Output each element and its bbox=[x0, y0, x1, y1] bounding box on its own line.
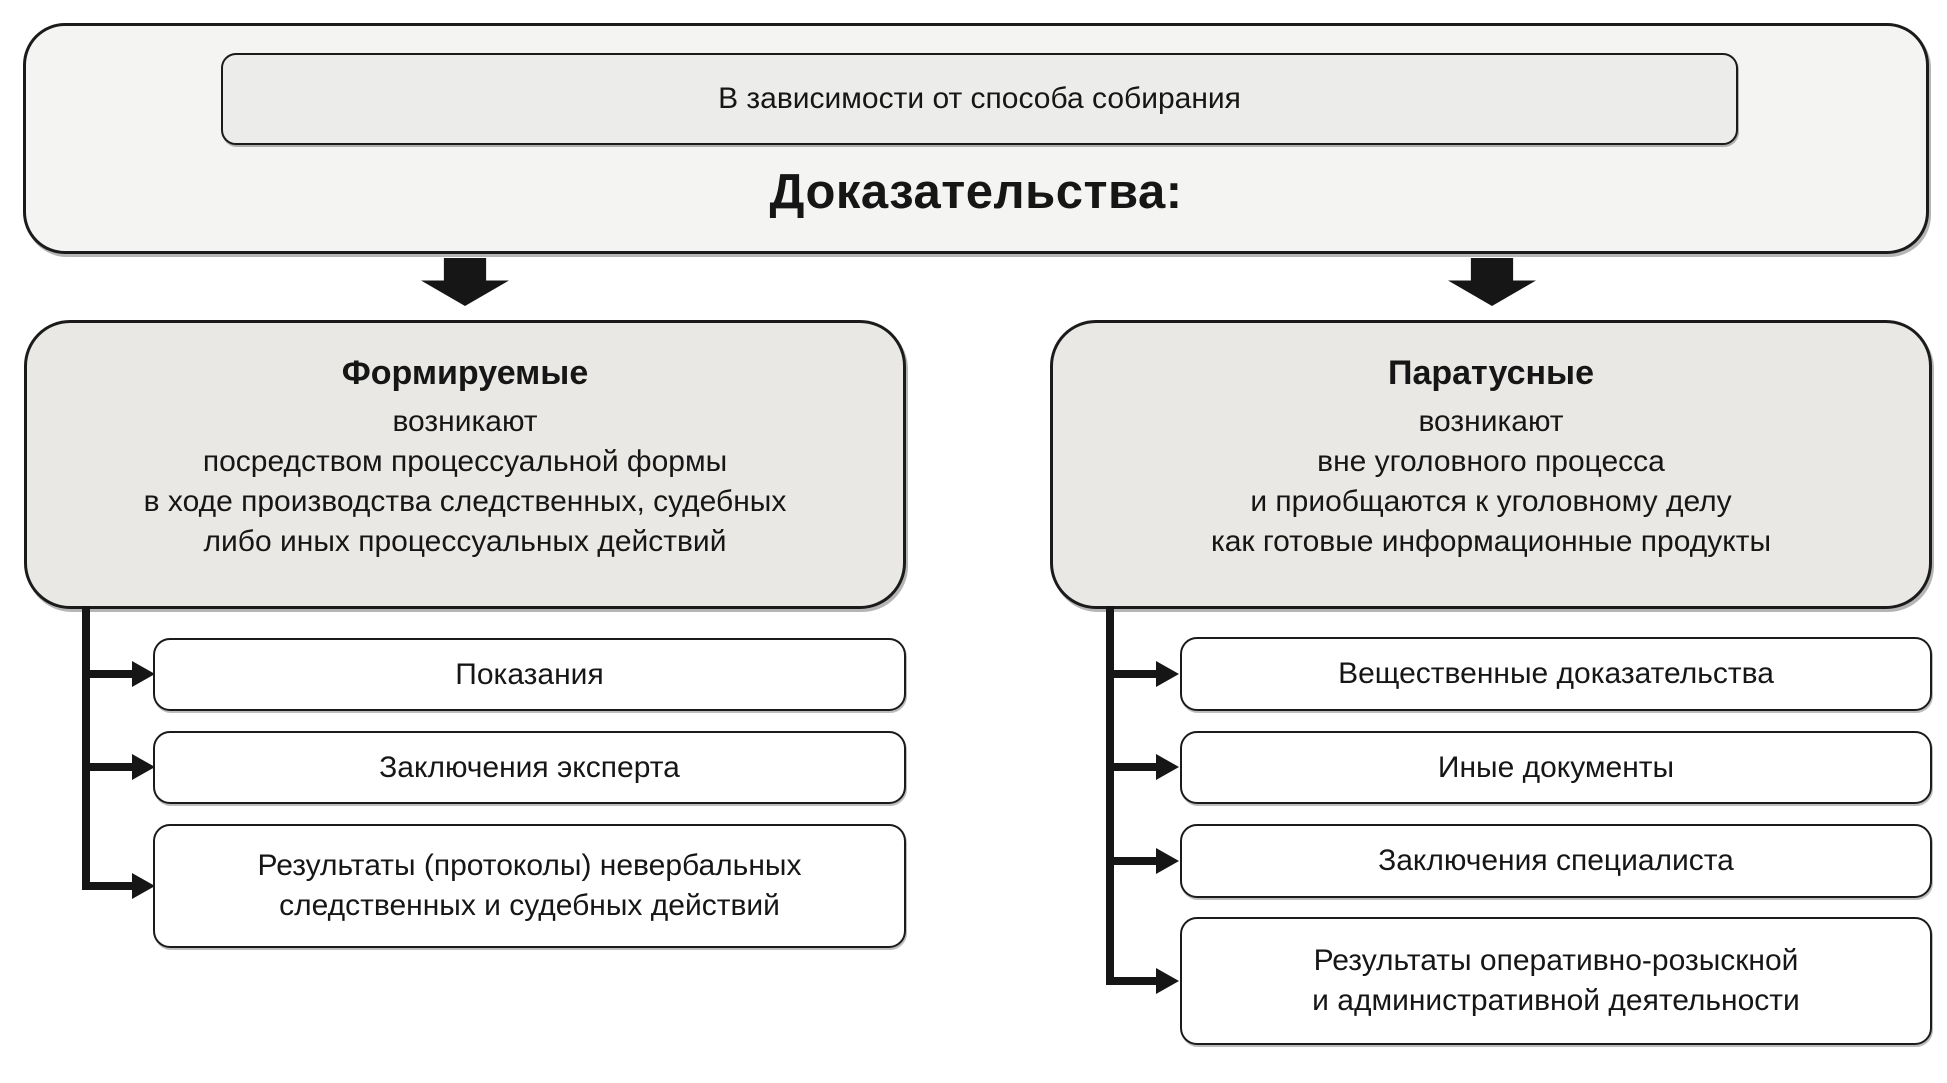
classification-criterion-box bbox=[221, 53, 1738, 145]
right-branch-line bbox=[1106, 670, 1156, 678]
description-line: и приобщаются к уголовному делу bbox=[1250, 485, 1732, 518]
category-title: Формируемые bbox=[341, 354, 589, 392]
right-branch-arrowhead-icon bbox=[1156, 848, 1179, 874]
item-label-line: следственных и судебных действий bbox=[279, 889, 780, 922]
evidence-item-inye-dokumenty bbox=[1180, 731, 1932, 804]
evidence-item-rezultaty-ord bbox=[1180, 917, 1932, 1045]
evidence-item-rezultaty-neverbalnyh bbox=[153, 824, 906, 948]
evidence-item-zaklyucheniya-spetsialista bbox=[1180, 824, 1932, 898]
item-label-line: Вещественные доказательства bbox=[1338, 657, 1774, 690]
evidence-item-pokazaniya bbox=[153, 638, 906, 711]
right-branch-line bbox=[1106, 857, 1156, 865]
right-branch-arrowhead-icon bbox=[1156, 754, 1179, 780]
item-label-line: Заключения эксперта bbox=[379, 750, 680, 784]
arrow-down-left-icon bbox=[421, 258, 509, 306]
right-tree-trunk-line bbox=[1106, 606, 1114, 985]
left-branch-line bbox=[82, 763, 132, 771]
item-label-line: Показания bbox=[455, 657, 604, 691]
right-branch-arrowhead-icon bbox=[1156, 968, 1179, 994]
description-line: возникают bbox=[392, 405, 538, 438]
item-label-line: и административной деятельности bbox=[1312, 984, 1800, 1017]
left-branch-line bbox=[82, 670, 132, 678]
category-description bbox=[1053, 402, 1929, 562]
category-title: Паратусные bbox=[1388, 354, 1594, 392]
category-box-formiruemye bbox=[24, 320, 906, 609]
description-line: либо иных процессуальных действий bbox=[203, 525, 727, 558]
classification-criterion-label: В зависимости от способа собирания bbox=[718, 82, 1241, 115]
category-box-paratusnye bbox=[1050, 320, 1932, 609]
description-line: вне уголовного процесса bbox=[1317, 445, 1665, 478]
left-branch-line bbox=[82, 882, 132, 890]
description-line: посредством процессуальной формы bbox=[202, 445, 728, 478]
evidence-item-veshchestvennye bbox=[1180, 637, 1932, 711]
evidence-item-zaklyucheniya-eksperta bbox=[153, 731, 906, 804]
right-branch-line bbox=[1106, 763, 1156, 771]
left-branch-arrowhead-icon bbox=[132, 754, 155, 780]
right-branch-line bbox=[1106, 977, 1156, 985]
diagram-title: Доказательства: bbox=[769, 165, 1183, 219]
left-branch-arrowhead-icon bbox=[132, 661, 155, 687]
description-line: как готовые информационные продукты bbox=[1210, 525, 1772, 558]
item-label-line: Результаты (протоколы) невербальных bbox=[257, 849, 802, 882]
header-group-box bbox=[23, 23, 1929, 254]
left-branch-arrowhead-icon bbox=[132, 873, 155, 899]
left-tree-trunk-line bbox=[82, 606, 90, 890]
arrow-down-right-icon bbox=[1448, 258, 1536, 306]
right-branch-arrowhead-icon bbox=[1156, 661, 1179, 687]
item-label-line: Заключения специалиста bbox=[1378, 844, 1734, 877]
category-description bbox=[27, 402, 903, 562]
item-label-line: Результаты оперативно-розыскной bbox=[1313, 944, 1799, 977]
item-label-line: Иные документы bbox=[1437, 750, 1675, 784]
description-line: возникают bbox=[1418, 405, 1564, 438]
description-line: в ходе производства следственных, судебных bbox=[143, 485, 787, 518]
